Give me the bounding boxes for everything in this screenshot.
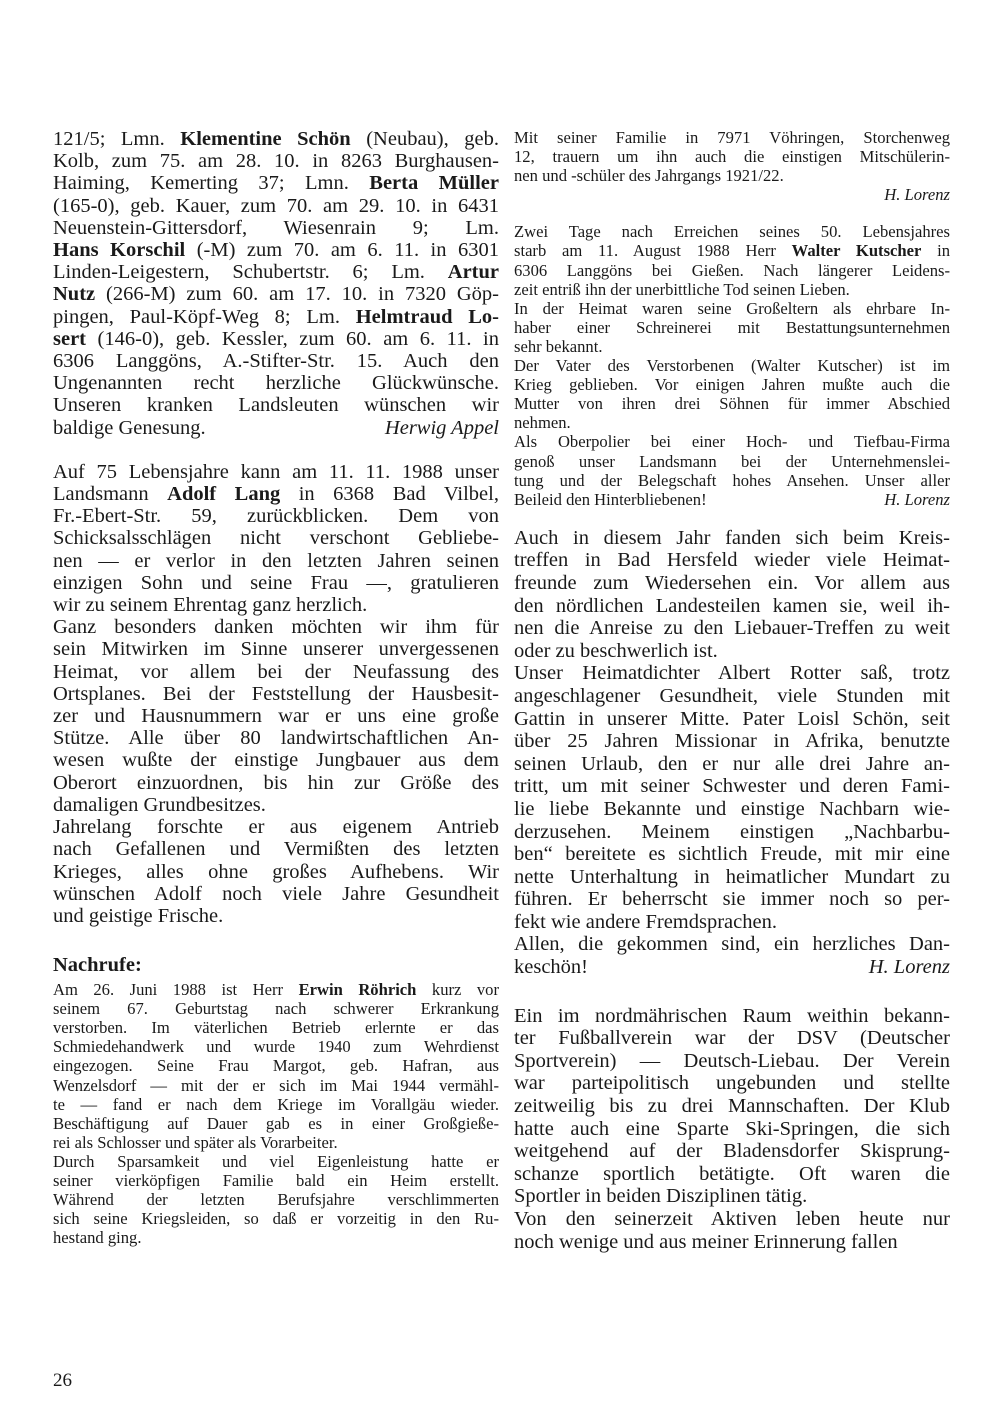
text-line: [514, 1072, 950, 1095]
text-run: wesen wußte der einstige Jungbauer aus dem: [53, 749, 499, 772]
text-line: [53, 616, 499, 638]
text-run: nen und -schüler des Jahrgangs 1921/22.: [514, 166, 784, 186]
author-signature: H. Lorenz: [868, 956, 950, 979]
text-line: [53, 749, 499, 771]
text-line: [53, 861, 499, 883]
text-line: [514, 452, 950, 471]
closing-line: [514, 490, 950, 509]
text-run: Wenzelsdorf — mit der er sich im Mai 1944 vermähl-: [53, 1075, 499, 1095]
text-line: [514, 933, 950, 956]
text-line: [514, 471, 950, 490]
text-run: schanze sportlich betätigte. Oft waren die: [514, 1162, 950, 1185]
paragraph: [514, 1208, 950, 1253]
text-line: [514, 911, 950, 934]
person-name: Helmtraud Lo-: [355, 305, 500, 328]
text-line: [53, 1190, 499, 1209]
text-run: kurz vor: [416, 980, 500, 1000]
text-run: (-M) zum 70. am 6. 11. in 6301: [185, 239, 499, 262]
text-line: [53, 505, 499, 527]
text-run: Landsmann: [53, 483, 168, 506]
text-line: [514, 394, 950, 413]
text-line: [53, 550, 499, 572]
text-line: [53, 350, 499, 372]
closing-text: Beileid den Hinterbliebenen!: [514, 489, 707, 509]
text-line: [514, 1208, 950, 1231]
text-run: (266-M) zum 60. am 17. 10. in 7320 Göp-: [95, 283, 499, 306]
person-name: Klementine Schön: [180, 128, 351, 150]
text-run: nehmen.: [514, 413, 571, 433]
text-line: [514, 708, 950, 731]
text-line: [514, 222, 950, 241]
text-line: [53, 980, 499, 999]
text-run: über 25 Jahren Missionar in Afrika, benutzte: [514, 730, 950, 753]
text-line: [53, 683, 499, 705]
text-run: 121/5; Lmn.: [53, 128, 181, 150]
person-name: sert: [53, 327, 87, 350]
text-line: [53, 638, 499, 660]
text-line: [53, 1133, 499, 1152]
text-run: wünschen Adolf noch viele Jahre Gesundheit: [53, 882, 499, 905]
text-line: [514, 572, 950, 595]
person-name: Berta Müller: [369, 172, 499, 195]
text-run: noch wenige und aus meiner Erinnerung fallen: [514, 1230, 898, 1253]
text-run: pingen, Paul-Köpf-Weg 8; Lm.: [53, 305, 356, 328]
person-name: Adolf Lang: [167, 483, 281, 506]
text-line: [53, 594, 499, 616]
text-run: Haiming, Kemerting 37; Lmn.: [53, 172, 370, 195]
paragraph: [53, 816, 499, 927]
text-run: te — fand er nach dem Kriege im Vorallgäu wieder.: [53, 1094, 499, 1114]
text-run: Auf 75 Lebensjahre kann am 11. 11. 1988 unser: [53, 460, 499, 483]
paragraph: [514, 299, 950, 356]
text-run: Linden-Leigestern, Schubertstr. 6; Lm.: [53, 261, 448, 284]
section-heading: Nachrufe:: [53, 954, 142, 977]
text-line: [53, 772, 499, 794]
text-run: in 6368 Bad Vilbel,: [280, 483, 499, 506]
text-run: zeitweilig bis zu drei Mannschaften. Der Klub: [514, 1095, 950, 1118]
text-line: [514, 337, 950, 356]
text-run: Am 26. Juni 1988 ist Herr: [53, 980, 299, 1000]
text-line: [514, 1140, 950, 1163]
text-line: [53, 999, 499, 1018]
text-line: [514, 413, 950, 432]
text-line: [53, 394, 499, 416]
text-line: [514, 640, 950, 663]
text-run: Als Oberpolier bei einer Hoch- und Tiefbau-Firma: [514, 432, 950, 452]
text-line: [53, 483, 499, 505]
text-run: Krieg geblieben. Vor einigen Jahren mußte auch die: [514, 375, 950, 395]
text-run: hestand ging.: [53, 1228, 142, 1248]
text-run: den nördlichen Landesteilen kamen sie, weil ih-: [514, 594, 950, 617]
text-run: Mutter von ihren drei Söhnen für immer Abschied: [514, 394, 950, 414]
text-run: führen. Er beherrscht sie immer noch so per-: [514, 888, 950, 911]
text-run: nen die Anreise zu den Liebauer-Treffen zu weit: [514, 617, 950, 640]
text-run: Unseren kranken Landsleuten wünschen wir: [53, 394, 499, 417]
text-line: [514, 549, 950, 572]
text-run: Der Vater des Verstorbenen (Walter Kutscher) ist im: [514, 356, 950, 376]
text-run: Ganz besonders danken möchten wir ihm für: [53, 616, 499, 639]
text-line: [53, 1095, 499, 1114]
text-line: [53, 372, 499, 394]
text-run: 12, trauern um ihn auch die einstigen Mitschülerin-: [514, 147, 950, 167]
text-line: [53, 1114, 499, 1133]
text-line: [514, 1163, 950, 1186]
text-line: [53, 905, 499, 927]
text-run: nette Unterhaltung in heimatlicher Mundart zu: [514, 865, 950, 888]
text-line: [514, 147, 950, 166]
text-line: [53, 1076, 499, 1095]
text-run: angeschlagener Gesundheit, viele Stunden mit: [514, 684, 950, 707]
text-line: [53, 461, 499, 483]
text-run: Zwei Tage nach Erreichen seines 50. Lebensjahres: [514, 222, 950, 242]
text-line: [53, 727, 499, 749]
birthday-greetings-section: [53, 128, 499, 439]
text-line: [53, 1209, 499, 1228]
text-line: [514, 821, 950, 844]
text-line: [514, 128, 950, 147]
text-run: fekt wie andere Fremdsprachen.: [514, 910, 777, 933]
text-run: und geistige Frische.: [53, 904, 224, 927]
text-run: Mit seiner Familie in 7971 Vöhringen, Storchenweg: [514, 128, 950, 147]
text-run: Sportverein) — Deutsch-Liebau. Der Verein: [514, 1049, 950, 1072]
person-name: Artur: [447, 261, 499, 284]
text-run: Ortsplanes. Bei der Feststellung der Hausbesit-: [53, 682, 499, 705]
text-line: [514, 775, 950, 798]
text-line: [53, 661, 499, 683]
text-line: [53, 1152, 499, 1171]
text-run: (146-0), geb. Kessler, zum 60. am 6. 11. in: [86, 327, 499, 350]
text-line: [53, 572, 499, 594]
roehrich-obituary-continuation: [514, 128, 950, 204]
text-line: [53, 261, 499, 283]
right-column: [514, 128, 950, 1253]
text-line: [53, 239, 499, 261]
text-line: [53, 217, 499, 239]
text-line: [53, 1228, 499, 1247]
paragraph: [514, 527, 950, 663]
text-line: [514, 1185, 950, 1208]
text-run: Ein im nordmährischen Raum weithin bekann-: [514, 1004, 950, 1027]
text-line: [53, 705, 499, 727]
text-run: Unser Heimatdichter Albert Rotter saß, trotz: [514, 662, 950, 685]
text-run: sein Mitwirken im Sinne unserer unvergessenen: [53, 638, 499, 661]
author-signature: H. Lorenz: [884, 185, 950, 205]
paragraph: [514, 356, 950, 432]
text-run: Stütze. Alle über 80 landwirtschaftlichen An-: [53, 727, 499, 750]
text-line: [53, 328, 499, 350]
text-run: Oberort einzuordnen, bis hin zur Größe des: [53, 771, 499, 794]
text-line: [514, 356, 950, 375]
text-run: Krieges, alles ohne großes Aufhebens. Wir: [53, 860, 499, 883]
text-line: [514, 299, 950, 318]
text-line: [514, 888, 950, 911]
text-run: weitgehend auf der Bladensdorfer Skisprung-: [514, 1140, 950, 1163]
text-line: [53, 306, 499, 328]
text-run: Von den seinerzeit Aktiven leben heute nur: [514, 1208, 950, 1230]
person-name: Erwin Röhrich: [298, 980, 417, 1000]
text-run: Neuenstein-Gittersdorf, Wiesenrain 9; Lm.: [53, 216, 499, 239]
text-run: ben“ bereitete es sichtlich Freude, mit mir eine: [514, 843, 950, 866]
person-name: Nutz: [53, 283, 96, 306]
text-run: eingezogen. Seine Frau Margot, geb. Hafran, aus: [53, 1056, 499, 1076]
paragraph: [514, 933, 950, 956]
text-run: In der Heimat waren seine Großeltern als ehrbare In-: [514, 298, 950, 318]
text-line: [514, 798, 950, 821]
text-line: [514, 1005, 950, 1028]
text-run: haber einer Schreinerei mit Bestattungsunternehmen: [514, 317, 950, 337]
text-line: [53, 816, 499, 838]
text-line: [53, 527, 499, 549]
text-line: [514, 753, 950, 776]
author-signature: H. Lorenz: [884, 489, 950, 509]
text-run: Jahrelang forschte er aus eigenem Antrieb: [53, 816, 499, 839]
text-run: 6306 Langgöns, A.-Stifter-Str. 15. Auch den: [53, 350, 499, 373]
text-run: verstorben. Im väterlichen Betrieb erlernte er das: [53, 1018, 499, 1038]
text-run: sich seine Kriegsleiden, so daß er vorzeitig in den Ru-: [53, 1209, 499, 1229]
paragraph: [514, 222, 950, 298]
paragraph: [53, 980, 499, 1152]
text-line: [514, 375, 950, 394]
text-line: [514, 730, 950, 753]
text-run: rei als Schlosser und später als Vorarbeiter.: [53, 1132, 338, 1152]
text-run: Gattin in unserer Mitte. Pater Loisl Schön, seit: [514, 707, 950, 730]
text-run: 6306 Langgöns bei Gießen. Nach längerer Leidens-: [514, 260, 950, 280]
text-run: Kolb, zum 75. am 28. 10. in 8263 Burghausen-: [53, 150, 499, 173]
text-line: [53, 128, 499, 150]
text-run: seinen Urlaub, den er nur alle drei Jahre an-: [514, 752, 950, 775]
text-run: nach Gefallenen und Vermißten des letzten: [53, 838, 499, 861]
text-line: [514, 1231, 950, 1254]
text-run: ter Fußballverein war der DSV (Deutscher: [514, 1027, 950, 1050]
text-line: [514, 261, 950, 280]
erwin-roehrich-obituary: [53, 980, 499, 1247]
text-run: sehr bekannt.: [514, 336, 603, 356]
adolf-lang-birthday-section: [53, 461, 499, 927]
text-run: Schicksalsschlägen nicht verschont Gebliebe-: [53, 527, 499, 550]
text-run: Auch in diesem Jahr fanden sich beim Kreis-: [514, 526, 950, 549]
text-line: [53, 1171, 499, 1190]
author-signature: Herwig Appel: [384, 416, 499, 439]
text-run: zeit entriß ihn der unerbittliche Tod seinen Lieben.: [514, 279, 850, 299]
closing-line: [514, 956, 950, 979]
text-line: [53, 794, 499, 816]
text-run: damaligen Grundbesitzes.: [53, 793, 266, 816]
text-line: [53, 283, 499, 305]
text-line: [514, 318, 950, 337]
person-name: Hans Korschil: [53, 239, 186, 262]
paragraph: [53, 1152, 499, 1247]
text-run: Durch Sparsamkeit und viel Eigenleistung hatte er: [53, 1151, 499, 1171]
text-run: einzigen Sohn und seine Frau —, gratulieren: [53, 571, 499, 594]
text-run: in: [921, 241, 950, 261]
left-column: [53, 128, 499, 1247]
closing-line: [53, 417, 499, 439]
paragraph: [514, 662, 950, 933]
text-run: war parteipolitisch ungebunden und stellte: [514, 1072, 950, 1095]
text-line: [53, 883, 499, 905]
paragraph: [514, 1005, 950, 1208]
text-run: Fr.-Ebert-Str. 59, zurückblicken. Dem von: [53, 505, 499, 528]
text-run: Schmiedehandwerk und wurde 1940 zum Wehrdienst: [53, 1037, 499, 1057]
paragraph: [53, 461, 499, 616]
text-run: Während der letzten Berufsjahre verschlimmerten: [53, 1190, 499, 1210]
text-line: [53, 150, 499, 172]
text-run: (Neubau), geb.: [350, 128, 499, 150]
dsv-football-club-section: [514, 1005, 950, 1254]
kreistreffen-section: [514, 527, 950, 979]
text-line: [514, 527, 950, 550]
text-line: [53, 838, 499, 860]
text-run: Sportler in beiden Disziplinen tätig.: [514, 1185, 808, 1208]
text-run: starb am 11. August 1988 Herr: [514, 241, 792, 261]
obituaries-section: [53, 953, 499, 1247]
text-line: [514, 662, 950, 685]
closing-text: baldige Genesung.: [53, 416, 206, 439]
text-run: seinem 67. Geburtstag nach schwerer Erkrankung: [53, 999, 499, 1019]
text-run: zer und Hausnummern war er uns eine große: [53, 705, 499, 728]
text-run: tritt, um mit seiner Schwester und deren Fami-: [514, 775, 950, 798]
text-line: [53, 1018, 499, 1037]
text-line: [514, 843, 950, 866]
text-run: wir zu seinem Ehrentag ganz herzlich.: [53, 594, 368, 617]
text-line: [53, 1056, 499, 1075]
paragraph: [53, 616, 499, 816]
text-line: [53, 172, 499, 194]
text-run: Ungenannten recht herzliche Glückwünsche.: [53, 372, 499, 395]
text-line: [514, 595, 950, 618]
text-run: nen — er verlor in den letzten Jahren seinen: [53, 549, 499, 572]
text-line: [53, 195, 499, 217]
text-line: [514, 241, 950, 260]
text-run: derzusehen. Meinem einstigen „Nachbarbu-: [514, 820, 950, 843]
text-run: Beschäftigung auf Dauer gab es in einer Großgieße-: [53, 1113, 499, 1133]
text-run: treffen in Bad Hersfeld wieder viele Heimat-: [514, 549, 950, 572]
text-line: [514, 166, 950, 185]
walter-kutscher-obituary: [514, 222, 950, 508]
text-line: [514, 617, 950, 640]
text-run: freunde zum Wiedersehen ein. Vor allem aus: [514, 571, 950, 594]
text-run: genoß unser Landsmann bei der Unternehmenslei-: [514, 451, 950, 471]
closing-text: keschön!: [514, 956, 589, 979]
text-line: [514, 1118, 950, 1141]
text-line: [514, 1050, 950, 1073]
text-line: [514, 866, 950, 889]
person-name: Walter Kutscher: [791, 241, 922, 261]
paragraph: [514, 432, 950, 489]
text-line: [514, 1027, 950, 1050]
text-run: lie liebe Bekannte und einstige Nachbarn wie-: [514, 797, 950, 820]
text-run: Allen, die gekommen sind, ein herzliches Dan-: [514, 933, 950, 956]
text-run: Heimat, vor allem bei der Neufassung des: [53, 660, 499, 683]
text-run: hatte auch eine Sparte Ski-Springen, die sich: [514, 1117, 950, 1140]
text-line: [514, 432, 950, 451]
text-line: [53, 1037, 499, 1056]
text-line: [514, 685, 950, 708]
page-number: 26: [53, 1370, 72, 1391]
text-line: [514, 280, 950, 299]
text-run: (165-0), geb. Kauer, zum 70. am 29. 10. in 6431: [53, 194, 499, 217]
text-line: [514, 1095, 950, 1118]
text-run: tung und der Belegschaft hohes Ansehen. Unser aller: [514, 470, 950, 490]
text-run: seiner vierköpfigen Familie bald ein Heim erstellt.: [53, 1171, 499, 1191]
text-run: oder zu beschwerlich ist.: [514, 639, 718, 662]
